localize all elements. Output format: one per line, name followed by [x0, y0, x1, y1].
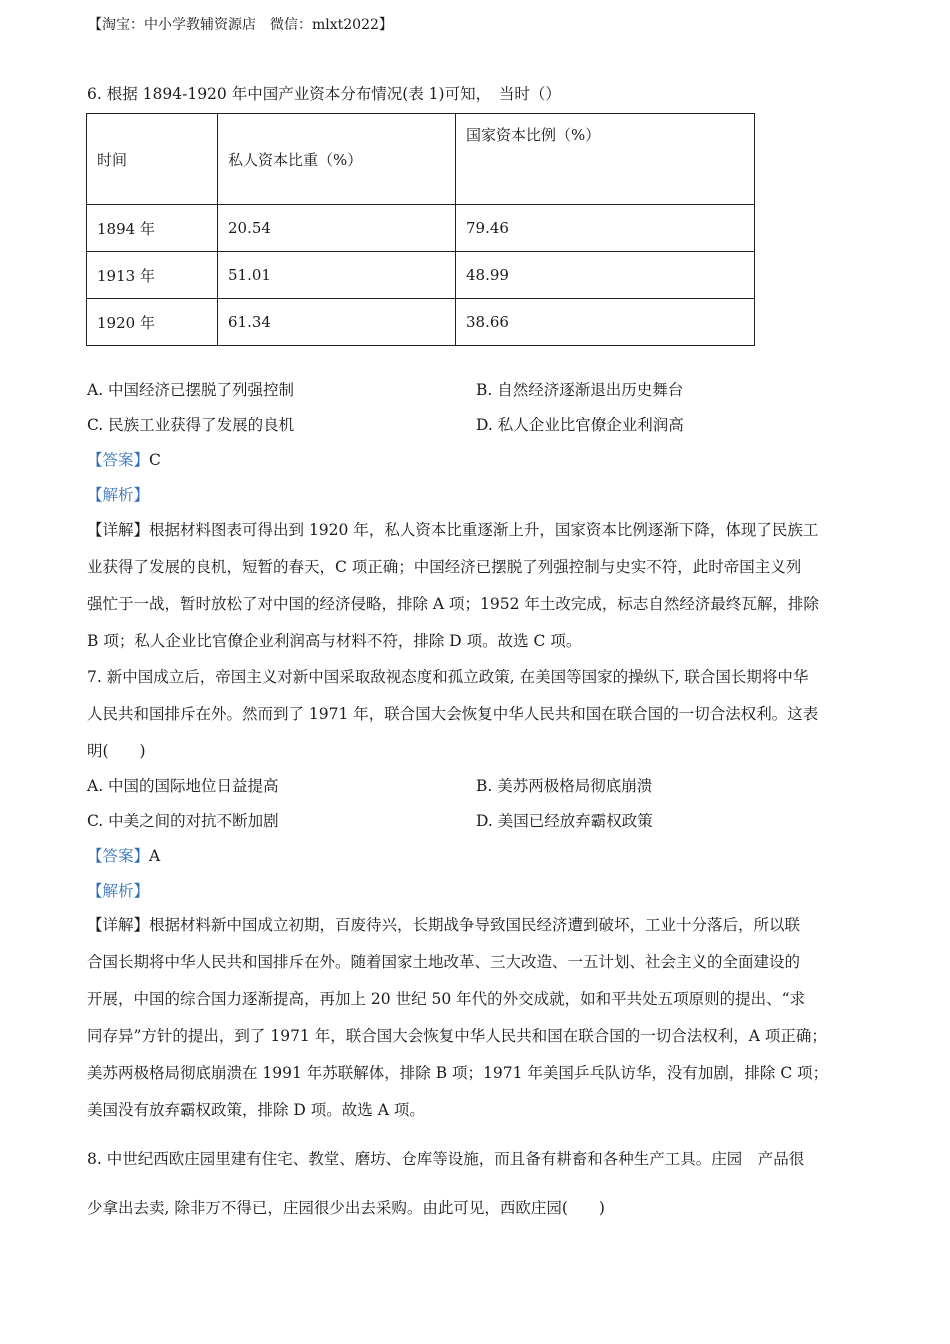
- q7-detail-line: 美苏两极格局彻底崩溃在 1991 年苏联解体，排除 B 项；1971 年美国乒乓队访华，没有加剧，排除 C 项；: [87, 1064, 829, 1082]
- table-row: [87, 205, 755, 252]
- q6-analysis-label: 【解析】: [87, 486, 150, 504]
- q7-option-b: B. 美苏两极格局彻底崩溃: [476, 777, 653, 795]
- table-row: [87, 299, 755, 346]
- q6-option-d: D. 私人企业比官僚企业利润高: [476, 416, 684, 434]
- q6-detail-line: 强忙于一战，暂时放松了对中国的经济侵略，排除 A 项；1952 年土改完成，标志自然经济最终瓦解，排除: [87, 595, 819, 613]
- answer-value: C: [149, 451, 161, 469]
- q7-stem-line: 人民共和国排斥在外。然而到了 1971 年，联合国大会恢复中华人民共和国在联合国的一切合法权利。这表: [87, 705, 819, 723]
- q6-option-c: C. 民族工业获得了发展的良机: [87, 416, 295, 434]
- q8-stem-line: 少拿出去卖, 除非万不得已，庄园很少出去采购。由此可见，西欧庄园( ): [87, 1199, 605, 1217]
- q6-detail-line: 业获得了发展的良机，短暂的春天，C 项正确；中国经济已摆脱了列强控制与史实不符，此时帝国主义列: [87, 558, 802, 576]
- q7-stem-line: 7. 新中国成立后，帝国主义对新中国采取敌视态度和孤立政策, 在美国等国家的操纵下, 联合国长期将中华: [87, 668, 809, 686]
- table-cell: 1920 年: [87, 299, 218, 346]
- q6-detail-line: 【详解】根据材料图表可得出到 1920 年，私人资本比重逐渐上升，国家资本比例逐渐下降，体现了民族工: [87, 521, 819, 539]
- detail-label: 【详解】: [87, 521, 150, 539]
- answer-label: 【答案】: [87, 451, 150, 469]
- table-cell: 1913 年: [87, 252, 218, 299]
- q7-option-a: A. 中国的国际地位日益提高: [87, 777, 279, 795]
- q7-detail-line: 同存异”方针的提出，到了 1971 年，联合国大会恢复中华人民共和国在联合国的一切合法权利，A 项正确；: [87, 1027, 827, 1045]
- table-cell: 61.34: [218, 299, 456, 346]
- table-header-cell: 国家资本比例（%）: [456, 114, 755, 205]
- q6-option-a: A. 中国经济已摆脱了列强控制: [87, 381, 295, 399]
- capital-table: [86, 113, 755, 346]
- q6-stem: 6. 根据 1894-1920 年中国产业资本分布情况(表 1)可知， 当时（）: [87, 85, 561, 103]
- q7-detail-line: 开展，中国的综合国力逐渐提高，再加上 20 世纪 50 年代的外交成就，如和平共处五项原则的提出、“求: [87, 990, 806, 1008]
- q7-detail-line: 【详解】根据材料新中国成立初期，百废待兴，长期战争导致国民经济遭到破坏，工业十分落后，所以联: [87, 916, 801, 934]
- q6-answer: [87, 448, 161, 470]
- table-cell: 79.46: [456, 205, 755, 252]
- detail-label: 【详解】: [87, 916, 150, 934]
- answer-label: 【答案】: [87, 847, 150, 865]
- q7-detail-line: 合国长期将中华人民共和国排斥在外。随着国家土地改革、三大改造、一五计划、社会主义的全面建设的: [87, 953, 801, 971]
- table-header-row: [87, 114, 755, 205]
- table-cell: 51.01: [218, 252, 456, 299]
- table-cell: 48.99: [456, 252, 755, 299]
- q7-stem-line: 明( ): [87, 742, 146, 760]
- table-header-cell: 私人资本比重（%）: [218, 114, 456, 205]
- q8-stem-line: 8. 中世纪西欧庄园里建有住宅、教堂、磨坊、仓库等设施，而且备有耕畜和各种生产工具。庄园 产品很: [87, 1150, 805, 1168]
- table-row: [87, 252, 755, 299]
- q6-option-b: B. 自然经济逐渐退出历史舞台: [476, 381, 684, 399]
- q7-analysis-label: 【解析】: [87, 882, 150, 900]
- table-header-cell: 时间: [87, 114, 218, 205]
- page-header: 【淘宝：中小学教辅资源店 微信：mlxt2022】: [88, 17, 393, 33]
- table-cell: 1894 年: [87, 205, 218, 252]
- table-cell: 38.66: [456, 299, 755, 346]
- answer-value: A: [149, 847, 161, 865]
- table-cell: 20.54: [218, 205, 456, 252]
- q7-answer: [87, 844, 160, 866]
- q7-option-c: C. 中美之间的对抗不断加剧: [87, 812, 279, 830]
- q7-detail-line: 美国没有放弃霸权政策，排除 D 项。故选 A 项。: [87, 1101, 425, 1119]
- q6-detail-line: B 项；私人企业比官僚企业利润高与材料不符，排除 D 项。故选 C 项。: [87, 632, 582, 650]
- q7-option-d: D. 美国已经放弃霸权政策: [476, 812, 653, 830]
